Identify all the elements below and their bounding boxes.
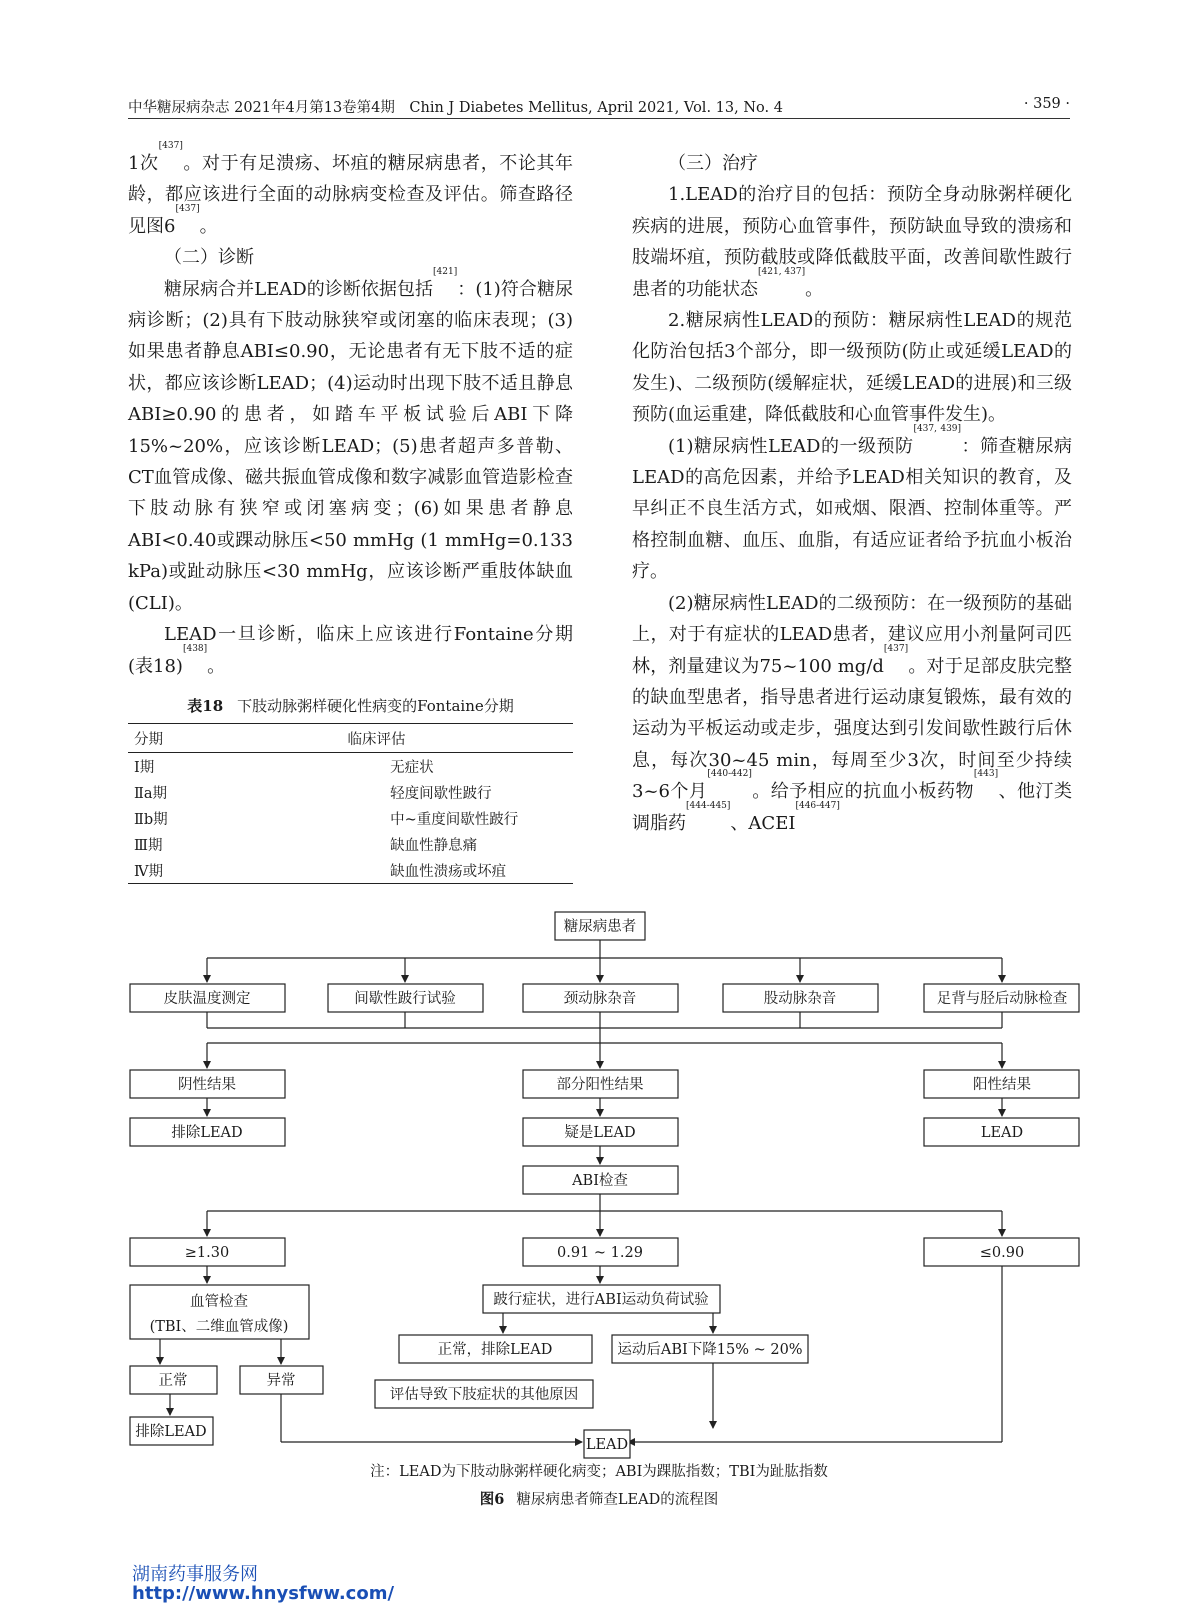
test-label: 足背与胫后动脉检查 [936,991,1068,1007]
vessel-exam-sublabel: (TBI、二维血管成像) [149,1319,289,1335]
table-title: 下肢动脉粥样硬化性病变的Fontaine分期 [237,697,514,715]
vessel-exam-label: 血管检查 [190,1294,248,1310]
stage-cell: Ⅲ期 [134,837,163,854]
test-label: 间歇性跛行试验 [354,991,456,1007]
paragraph: LEAD一旦诊断，临床上应该进行Fontaine分期(表18)[438]。 [128,624,573,677]
abi-drop-label: 运动后ABI下降15% ~ 20% [617,1342,803,1358]
abi-label: ABI检查 [572,1173,628,1189]
test-label: 颈动脉杂音 [563,991,637,1007]
paragraph: 糖尿病合并LEAD的诊断依据包括[421]：(1)符合糖尿病诊断；(2)具有下肢动脉狭窄或闭塞的临床表现；(3)如果患者静息ABI≤0.90，无论患者有无下肢不适的症状，都应该诊断LEAD；(4)运动时出现下肢不适且静息ABI≥0.90的患者，如踏车平板试验后ABI下降15%~20%，应该诊断LEAD；(5)患者超声多普勒、CT血管成像、磁共振血管成像和数字减影血管造影检查下肢动脉有狭窄或闭塞病变；(6)如果患者静息ABI<0.40或踝动脉压<50 mmHg (1 mmHg=0.133 kPa)或趾动脉压<30 mmHg，应该诊断严重肢体缺血(CLI)。 [128,266,573,614]
lead-label: LEAD [980,1125,1024,1141]
normal-exclude-label: 正常，排除LEAD [437,1342,553,1358]
figure-label: 图6 [479,1491,505,1508]
evaluation-cell: 无症状 [390,759,434,776]
evaluate-other-label: 评估导致下肢症状的其他原因 [389,1387,579,1403]
test-label: 股动脉杂音 [763,991,837,1007]
figure-note: 注：LEAD为下肢动脉粥样硬化病变；ABI为踝肱指数；TBI为趾肱指数 [370,1464,828,1480]
paragraph: (1)糖尿病性LEAD的一级预防[437, 439]：筛查糖尿病LEAD的高危因素，并给予LEAD相关知识的教育，及早纠正不良生活方式，如戒烟、限酒、控制体重等。严格控制血糖、血压、血脂，有适应证者给予抗血小板治疗。 [632,423,1072,583]
lead-final-label: LEAD [585,1437,629,1453]
negative-label: 阴性结果 [178,1077,236,1093]
evaluation-cell: 轻度间歇性跛行 [390,785,492,802]
normal-label: 正常 [158,1373,188,1389]
paragraph: 1.LEAD的治疗目的包括：预防全身动脉粥样硬化疾病的进展，预防心血管事件，预防缺血导致的溃疡和肢端坏疽，预防截肢或降低截肢平面，改善间歇性跛行患者的功能状态[421, 437]。 [632,184,1072,300]
positive-label: 阳性结果 [973,1077,1031,1093]
paragraph: 1次[437]。对于有足溃疡、坏疽的糖尿病患者，不论其年龄，都应该进行全面的动脉病变检查及评估。筛查路径见图6[437]。 [128,141,574,237]
evaluation-cell: 中~重度间歇性跛行 [390,811,519,828]
stage-cell: Ⅱb期 [134,811,168,828]
section-heading-treatment: （三）治疗 [668,153,758,174]
exclude-lead-2-label: 排除LEAD [135,1424,207,1440]
test-label: 皮肤温度测定 [163,991,251,1007]
stage-cell: Ⅳ期 [128,857,180,884]
stage-cell: Ⅱa期 [134,785,168,802]
column-header-evaluation: 临床评估 [180,724,573,753]
root-label: 糖尿病患者 [563,919,637,935]
journal-info: 中华糖尿病杂志 2021年4月第13卷第4期 Chin J Diabetes Mellitus, April 2021, Vol. 13, No. 4 [128,100,783,116]
abnormal-label: 异常 [266,1373,296,1389]
claudication-test-label: 跛行症状，进行ABI运动负荷试验 [493,1292,709,1308]
figure-title: 糖尿病患者筛查LEAD的流程图 [516,1492,719,1508]
section-heading-diagnosis: （二）诊断 [164,247,254,269]
stage-cell: Ⅰ期 [134,759,155,776]
abi-high-label: ≥1.30 [184,1245,230,1261]
paragraph: 2.糖尿病性LEAD的预防：糖尿病性LEAD的规范化防治包括3个部分，即一级预防(防止或延缓LEAD的发生)、二级预防(缓解症状，延缓LEAD的进展)和三级预防(血运重建，降低截肢和心血管事件发生)。 [632,310,1072,426]
partial-label: 部分阳性结果 [556,1077,644,1093]
column-header-stage: 分期 [128,724,180,753]
watermark-site-name: 湖南药事服务网 [132,1564,258,1585]
evaluation-cell: 缺血性溃疡或坏疽 [180,857,573,884]
suspect-lead-label: 疑是LEAD [564,1125,636,1141]
evaluation-cell: 缺血性静息痛 [390,837,478,854]
exclude-lead-label: 排除LEAD [171,1125,243,1141]
figure-caption [128,1488,1070,1509]
abi-mid-label: 0.91 ~ 1.29 [557,1245,643,1261]
table-label: 表18 [187,697,224,715]
watermark-url[interactable]: http://www.hnysfww.com/ [132,1583,395,1604]
paragraph: (2)糖尿病性LEAD的二级预防：在一级预防的基础上，对于有症状的LEAD患者，建议应用小剂量阿司匹林，剂量建议为75~100 mg/d[437]。对于足部皮肤完整的缺血型患者，指导患者进行运动康复锻炼，最有效的运动为平板运动或走步，强度达到引发间歇性跛行后休息，每次30~45 min，每周至少3次，时间至少持续3~6个月[440-442]。给予相应的抗血小板药物[443]、他汀类调脂药[444-445]、ACEI[446-447] [632,592,1073,834]
abi-low-label: ≤0.90 [979,1245,1025,1261]
page-number: · 359 · [1023,96,1070,112]
